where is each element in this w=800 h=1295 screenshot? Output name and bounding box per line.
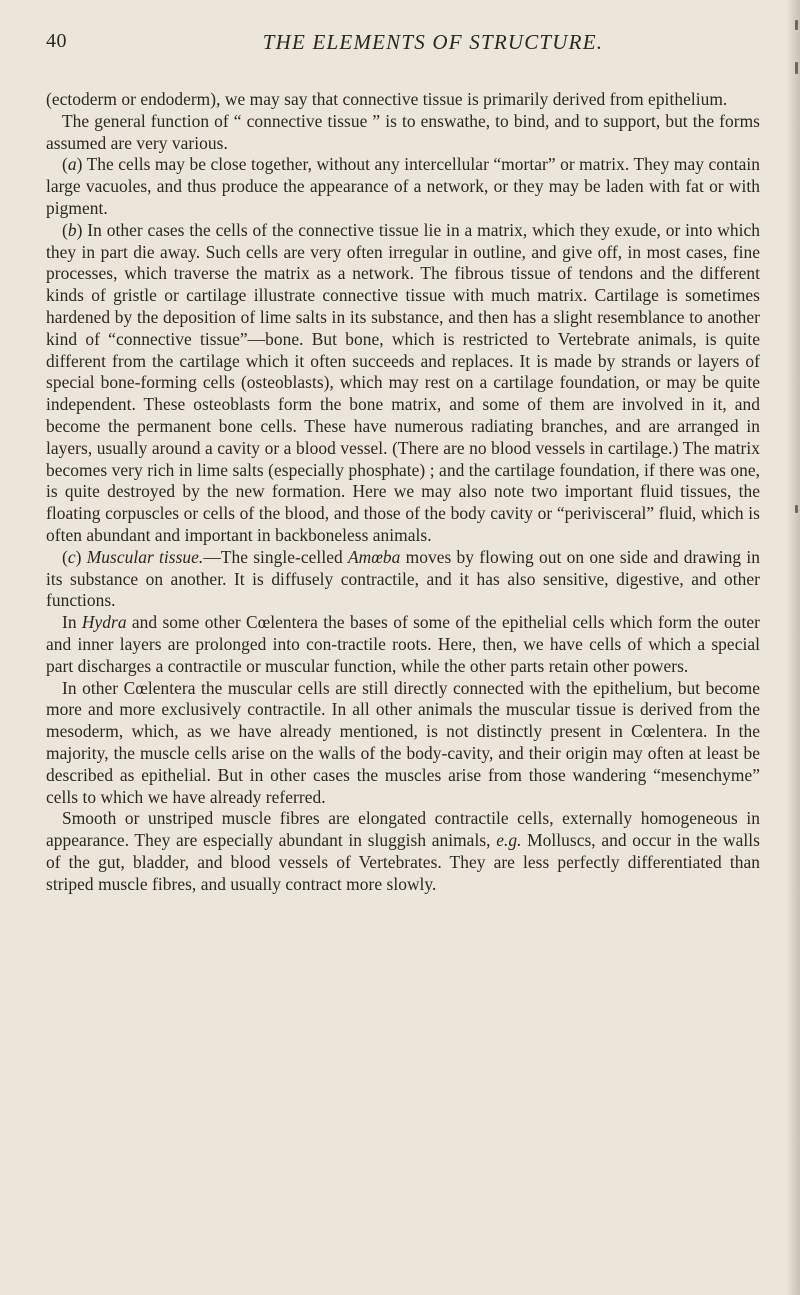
text-run: and some other Cœlentera the bases of some of the epithelial cells which form the outer and inner layers are prolonged into con-tractile roots. Here, then, we have cells of which a special part discharges a contractile or muscular function, while the other parts retain other powers. bbox=[46, 612, 760, 676]
paragraph bbox=[46, 678, 760, 809]
paragraph bbox=[46, 89, 760, 111]
paragraph bbox=[46, 612, 760, 677]
italic-text: Amœba bbox=[347, 546, 401, 567]
text-run: ( bbox=[62, 154, 68, 175]
text-run: ) bbox=[75, 546, 87, 567]
italic-text: c bbox=[67, 546, 76, 567]
italic-text: e.g. bbox=[496, 830, 522, 851]
text-run: —The single-celled bbox=[203, 546, 348, 567]
italic-text: b bbox=[67, 219, 77, 240]
text-run: moves by flowing out on one side and drawing in its substance on another. It is diffusely contractile, and it has also sensitive, digestive, and other functions. bbox=[46, 546, 760, 611]
paragraph bbox=[46, 154, 760, 219]
text-run: Molluscs, and occur in the walls of the gut, bladder, and blood vessels of Vertebrates. They are less perfectly differentiated than striped muscle fibres, and usually contract more slowly. bbox=[46, 830, 760, 894]
text-run: In other Cœlentera the muscular cells are still directly connected with the epithelium, but become more and more exclusively contractile. In all other animals the muscular tissue is derived from the mesoderm, which, as we have already mentioned, is not distinctly present in Cœlentera. In the majority, the muscle cells arise on the walls of the body-cavity, and their origin may often at least be described as epithelial. But in other cases the muscles arise from those wandering “mesenchyme” cells to which we have already referred. bbox=[46, 677, 760, 807]
text-run: ) In other cases the cells of the connective tissue lie in a matrix, which they exude, or into which they in part die away. Such cells are very often irregular in outline, and give off, in most cases, fine processes, which traverse the matrix as a network. The fibrous tissue of tendons and the different kinds of gristle or cartilage illustrate connective tissue with much matrix. Cartilage is sometimes hardened by the deposition of lime salts in its substance, and then has a slight resemblance to another kind of “connective tissue”—bone. But bone, which is restricted to Vertebrate animals, is quite different from the cartilage which it often succeeds and replaces. It is made by strands or layers of special bone-forming cells (osteoblasts), which may rest on a cartilage foundation, or may be quite independent. These osteoblasts form the bone matrix, and some of them are involved in it, and become the permanent bone cells. These have numerous radiating branches, and are arranged in layers, usually around a cavity or a blood vessel. (There are no blood vessels in cartilage.) The matrix becomes very rich in lime salts (especially phosphate) ; and the cartilage foundation, if there was one, is quite destroyed by the new formation. Here we may also note two important fluid tissues, the floating corpuscles or cells of the blood, and those of the body cavity or “perivisceral” fluid, which is often abundant and important in backboneless animals. bbox=[46, 219, 760, 545]
text-run: ( bbox=[62, 219, 68, 240]
page-edge bbox=[786, 0, 800, 1295]
text-run: (ectoderm or endoderm), we may say that connective tissue is primarily derived from epithelium. bbox=[46, 89, 728, 109]
italic-text: a bbox=[67, 154, 77, 175]
text-run: ) The cells may be close together, without any intercellular “mortar” or matrix. They may contain large vacuoles, and thus produce the appearance of a network, or they may be laden with fat or with pigment. bbox=[46, 154, 760, 218]
paragraph bbox=[46, 808, 760, 895]
italic-text: Hydra bbox=[81, 612, 127, 633]
italic-text: Muscular tissue. bbox=[86, 546, 204, 567]
running-head: THE ELEMENTS OF STRUCTURE. bbox=[262, 30, 604, 54]
text-run: The general function of “ connective tissue ” is to enswathe, to bind, and to support, but the forms assumed are very various. bbox=[46, 110, 760, 153]
page-edge-mark bbox=[795, 505, 798, 513]
text-run: Smooth or unstriped muscle fibres are elongated contractile cells, externally homogeneous in appearance. They are especially abundant in sluggish animals, bbox=[46, 808, 760, 851]
body-text bbox=[46, 89, 760, 895]
page-edge-mark bbox=[795, 20, 798, 30]
page-edge-mark bbox=[795, 62, 798, 74]
paragraph bbox=[46, 547, 760, 612]
paragraph bbox=[46, 111, 760, 155]
page-number: 40 bbox=[46, 30, 67, 52]
paragraph bbox=[46, 220, 760, 547]
text-run: ( bbox=[62, 546, 68, 567]
text-run: In bbox=[62, 612, 82, 633]
page-header bbox=[46, 30, 760, 60]
